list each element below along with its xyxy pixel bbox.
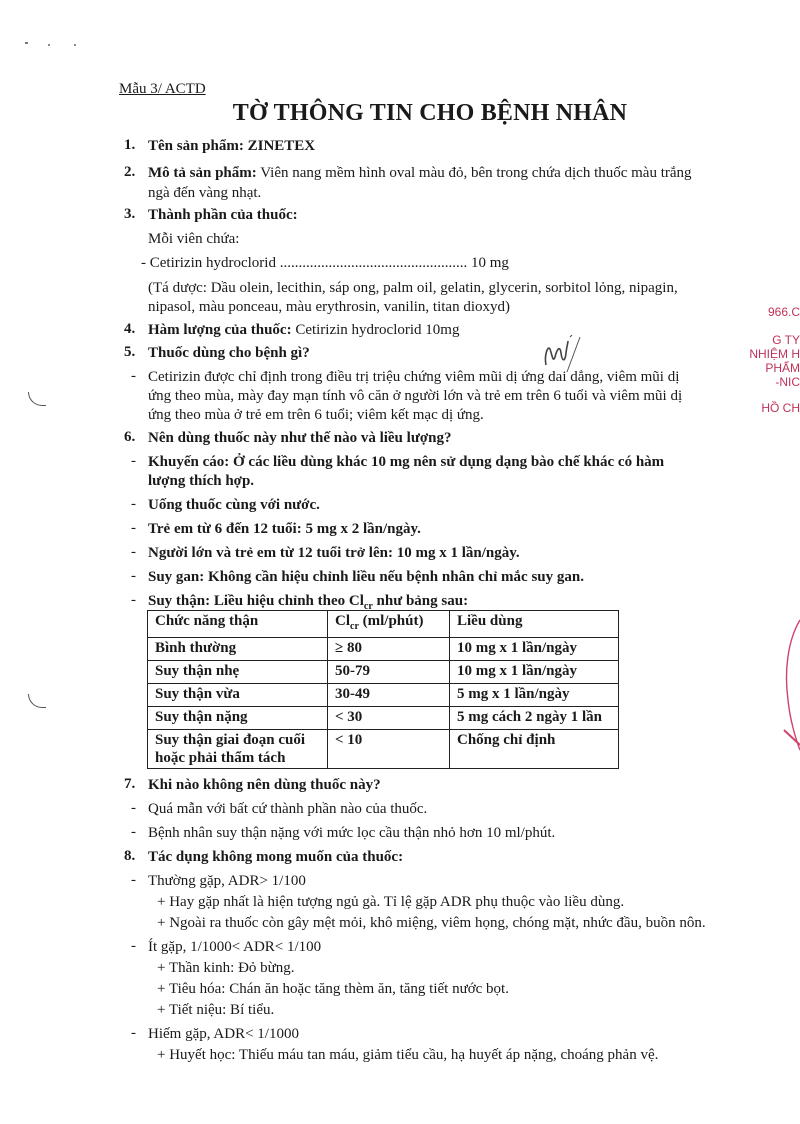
table-cell: 10 mg x 1 lần/ngày <box>450 661 619 684</box>
stamp-text: 966.C <box>767 305 800 319</box>
dash: - <box>131 592 136 608</box>
renal-dosage-table <box>147 610 619 769</box>
punch-hole-mark <box>28 694 46 708</box>
table-cell: 5 mg cách 2 ngày 1 lần <box>450 707 619 730</box>
section-1 <box>148 137 315 155</box>
stamp-text: G TY <box>772 333 800 347</box>
table-cell: ≥ 80 <box>328 638 450 661</box>
form-code: Mẫu 3/ ACTD <box>119 81 206 97</box>
company-stamp <box>749 305 800 415</box>
dash: - <box>131 520 136 536</box>
contraindication-1: Quá mẫn với bất cứ thành phần nào của thuốc. <box>148 801 428 817</box>
dosage-renal-sub: cr <box>363 601 373 612</box>
each-capsule-contains: Mỗi viên chứa: <box>148 231 240 247</box>
indication-line-1: Cetirizin được chỉ định trong điều trị triệu chứng viêm mũi dị ứng dai dẳng, viêm mũi dị <box>148 369 680 385</box>
section-3-label: Thành phần của thuốc: <box>148 207 298 223</box>
table-header-text: (ml/phút) <box>358 613 424 629</box>
product-description: Viên nang mềm hình oval màu đỏ, bên trong chứa dịch thuốc màu trắng <box>260 165 692 181</box>
table-cell-line: hoặc phải thẩm tách <box>155 750 286 766</box>
dosage-renal-text-end: như bảng sau: <box>372 593 469 609</box>
table-header-sub: cr <box>350 621 359 632</box>
dosage-recommendation-line-1: Khuyến cáo: Ở các liều dùng khác 10 mg nên sử dụng dạng bào chế khác có hàm <box>148 454 665 470</box>
ingredient-line: - Cetirizin hydroclorid .................................................. 10 mg <box>141 255 509 271</box>
table-cell <box>148 730 328 769</box>
section-4-number: 4. <box>124 321 136 337</box>
table-cell: < 30 <box>328 707 450 730</box>
adr-common-item-1: + Hay gặp nhất là hiện tượng ngủ gà. Tỉ lệ gặp ADR phụ thuộc vào liều dùng. <box>157 894 625 910</box>
section-8-label: Tác dụng không mong muốn của thuốc: <box>148 849 404 865</box>
table-cell: Suy thận vừa <box>148 684 328 707</box>
section-6-number: 6. <box>124 429 136 445</box>
dash: - <box>131 872 136 888</box>
excipients-line-2: nipasol, màu ponceau, màu erythrosin, vanilin, titan dioxyd) <box>148 299 511 315</box>
dash: - <box>131 1025 136 1041</box>
stamp-text: NHIỆM H <box>749 347 800 361</box>
adr-common: Thường gặp, ADR> 1/100 <box>148 873 306 889</box>
section-8-number: 8. <box>124 848 136 864</box>
table-row <box>148 707 619 730</box>
dosage-adults: Người lớn và trẻ em từ 12 tuổi trở lên: 10 mg x 1 lần/ngày. <box>148 545 520 561</box>
indication-line-2: ứng theo mùa, mày đay mạn tính vô căn ở người lớn và trẻ em trên 6 tuổi và viêm mũi dị <box>148 388 683 404</box>
table-header-cell: Chức năng thận <box>148 611 328 638</box>
table-header-cell: Liều dùng <box>450 611 619 638</box>
stamp-text: PHẨM <box>765 361 800 375</box>
scan-speck <box>48 44 50 46</box>
table-cell: 50-79 <box>328 661 450 684</box>
section-3-number: 3. <box>124 206 136 222</box>
section-5-label: Thuốc dùng cho bệnh gì? <box>148 345 310 361</box>
adr-rare: Hiếm gặp, ADR< 1/1000 <box>148 1026 299 1042</box>
section-4-label: Hàm lượng của thuốc: <box>148 322 292 338</box>
dosage-renal-text: Suy thận: Liều hiệu chỉnh theo Cl <box>148 593 364 609</box>
section-1-label: Tên sản phẩm: <box>148 138 244 154</box>
dash: - <box>131 824 136 840</box>
table-row <box>148 684 619 707</box>
table-cell-line: Suy thận giai đoạn cuối <box>155 732 306 748</box>
dash: - <box>131 453 136 469</box>
table-cell: 5 mg x 1 lần/ngày <box>450 684 619 707</box>
table-cell: Bình thường <box>148 638 328 661</box>
punch-hole-mark <box>28 392 46 406</box>
stamp-edge-mark <box>770 600 800 760</box>
excipients-line-1: (Tá dược: Dầu olein, lecithin, sáp ong, palm oil, gelatin, glycerin, sorbitol lỏng, nipagin, <box>148 280 678 296</box>
dosage-with-water: Uống thuốc cùng với nước. <box>148 497 320 513</box>
dash: - <box>131 544 136 560</box>
strength-value: Cetirizin hydroclorid 10mg <box>295 322 460 338</box>
table-cell: < 10 <box>328 730 450 769</box>
indication-line-3: ứng theo mùa ở trẻ em trên 6 tuổi; viêm kết mạc dị ứng. <box>148 407 484 423</box>
table-cell: 10 mg x 1 lần/ngày <box>450 638 619 661</box>
scan-speck <box>25 42 28 44</box>
section-7-label: Khi nào không nên dùng thuốc này? <box>148 777 381 793</box>
page-title: TỜ THÔNG TIN CHO BỆNH NHÂN <box>232 100 628 126</box>
table-cell: Chống chỉ định <box>450 730 619 769</box>
section-2-label: Mô tả sản phẩm: <box>148 165 257 181</box>
dosage-hepatic: Suy gan: Không cần hiệu chỉnh liều nếu bệnh nhân chỉ mắc suy gan. <box>148 569 584 585</box>
section-7-number: 7. <box>124 776 136 792</box>
table-cell: Suy thận nặng <box>148 707 328 730</box>
section-5-number: 5. <box>124 344 136 360</box>
adr-common-item-2: + Ngoài ra thuốc còn gây mệt mỏi, khô miệng, viêm họng, chóng mặt, nhức đầu, buồn nôn. <box>157 915 706 931</box>
stamp-text: -NIC <box>775 375 800 389</box>
dash: - <box>131 496 136 512</box>
table-cell: 30-49 <box>328 684 450 707</box>
scan-speck <box>74 44 76 46</box>
table-header-row <box>148 611 619 638</box>
contraindication-2: Bệnh nhân suy thận nặng với mức lọc cầu thận nhỏ hơn 10 ml/phút. <box>148 825 556 841</box>
dash: - <box>131 568 136 584</box>
adr-rare-item-1: + Huyết học: Thiếu máu tan máu, giảm tiểu cầu, hạ huyết áp nặng, choáng phản vệ. <box>157 1047 659 1063</box>
table-row <box>148 730 619 769</box>
dash: - <box>131 938 136 954</box>
adr-uncommon-item-2: + Tiêu hóa: Chán ăn hoặc tăng thèm ăn, tăng tiết nước bọt. <box>157 981 509 997</box>
dosage-children: Trẻ em từ 6 đến 12 tuổi: 5 mg x 2 lần/ngày. <box>148 521 421 537</box>
stamp-text: HỒ CH <box>761 401 800 415</box>
table-row <box>148 661 619 684</box>
dash: - <box>131 800 136 816</box>
dosage-recommendation-line-2: lượng thích hợp. <box>148 473 255 489</box>
adr-uncommon: Ít gặp, 1/1000< ADR< 1/100 <box>148 939 322 955</box>
section-2-number: 2. <box>124 164 136 180</box>
dash: - <box>131 368 136 384</box>
table-cell: Suy thận nhẹ <box>148 661 328 684</box>
section-6-label: Nên dùng thuốc này như thế nào và liều lượng? <box>148 430 452 446</box>
table-header-text: Cl <box>335 613 350 629</box>
section-2-line-2: ngà đến vàng nhạt. <box>148 185 262 201</box>
section-1-number: 1. <box>124 137 136 153</box>
adr-uncommon-item-3: + Tiết niệu: Bí tiểu. <box>157 1002 275 1018</box>
section-4 <box>148 321 459 339</box>
adr-uncommon-item-1: + Thần kinh: Đỏ bừng. <box>157 960 295 976</box>
section-2-line-1 <box>148 164 692 182</box>
product-name: ZINETEX <box>247 138 316 154</box>
table-row <box>148 638 619 661</box>
table-header-cell <box>328 611 450 638</box>
